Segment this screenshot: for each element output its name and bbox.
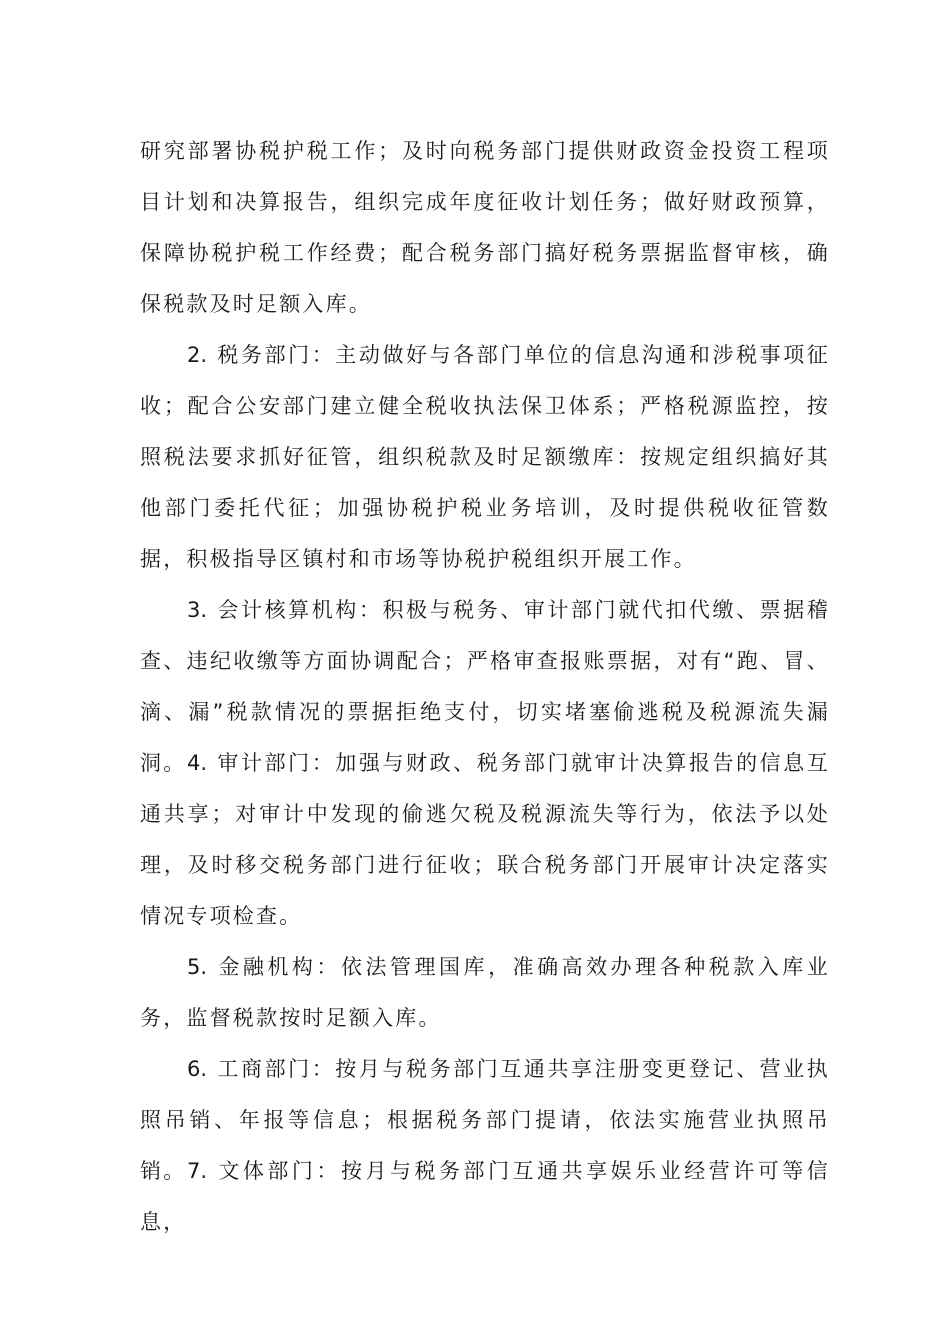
item-number: 4. [187,751,208,775]
paragraph-item-7 [140,1146,830,1248]
item-number: 2. [187,343,208,367]
paragraph-text: 税务部门：主动做好与各部门单位的信息沟通和涉税事项征收；配合公安部门建立健全税收执法保卫体系；严格税源监控，按照税法要求抓好征管，组织税款及时足额缴库：按规定组织搞好其他部门委托代征；加强协税护税业务培训，及时提供税收征管数据，积极指导区镇村和市场等协税护税组织开展工作。 [140,343,830,571]
paragraph-text: 金融机构：依法管理国库，准确高效办理各种税款入库业务，监督税款按时足额入库。 [140,955,830,1030]
paragraph-item-4 [140,738,830,942]
paragraph-item-5 [140,942,830,1044]
item-number: 5. [187,955,208,979]
paragraph-text: 会计核算机构：积极与税务、审计部门就代扣代缴、票据稽查、违纪收缴等方面协调配合；严格审查报账票据，对有“跑、冒、滴、漏”税款情况的票据拒绝支付，切实堵塞偷逃税及税源流失漏洞。 [140,598,830,775]
paragraph-item-2 [140,330,830,585]
paragraph-text: 研究部署协税护税工作；及时向税务部门提供财政资金投资工程项目计划和决算报告，组织完成年度征收计划任务；做好财政预算，保障协税护税工作经费；配合税务部门搞好税务票据监督审核，确保税款及时足额入库。 [140,139,830,316]
paragraph-text: 文体部门：按月与税务部门互通共享娱乐业经营许可等信息， [140,1159,830,1234]
paragraph-text: 审计部门：加强与财政、税务部门就审计决算报告的信息互通共享；对审计中发现的偷逃欠税及税源流失等行为，依法予以处理，及时移交税务部门进行征收；联合税务部门开展审计决定落实情况专项检查。 [140,751,830,928]
item-number: 3. [187,598,208,622]
item-number: 6. [187,1057,208,1081]
item-number: 7. [187,1159,208,1183]
paragraph-text: 工商部门：按月与税务部门互通共享注册变更登记、营业执照吊销、年报等信息；根据税务部门提请，依法实施营业执照吊销。 [140,1057,830,1183]
paragraph-continuation [140,126,830,330]
